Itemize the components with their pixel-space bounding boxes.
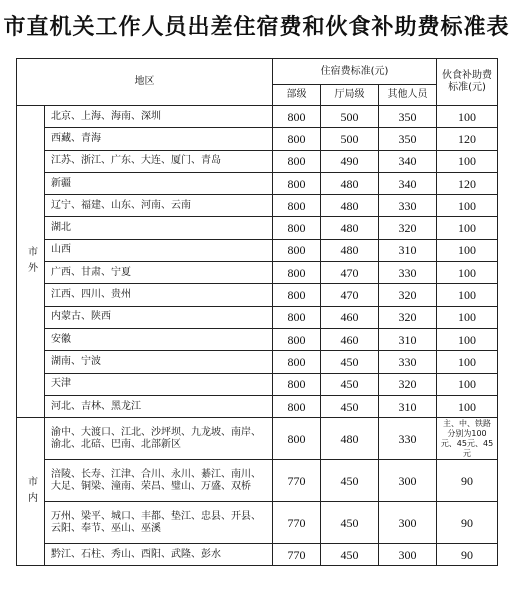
- bu-cell: 800: [273, 106, 321, 128]
- bu-cell: 800: [273, 395, 321, 417]
- header-meal: 伙食补助费标准(元): [437, 59, 498, 106]
- header-level-ting: 厅局级: [321, 85, 379, 106]
- region-cell: 黔江、石柱、秀山、酉阳、武隆、彭水: [45, 544, 273, 566]
- meal-cell: 100: [437, 328, 498, 350]
- header-row-1: [17, 59, 498, 85]
- bu-cell: 800: [273, 284, 321, 306]
- table-row: [17, 262, 498, 284]
- bu-cell: 800: [273, 217, 321, 239]
- region-cell: 涪陵、长寿、江津、合川、永川、綦江、南川、大足、铜梁、潼南、荣昌、璧山、万盛、双桥: [45, 460, 273, 502]
- region-cell: 万州、梁平、城口、丰都、垫江、忠县、开县、云阳、奉节、巫山、巫溪: [45, 502, 273, 544]
- bu-cell: 770: [273, 544, 321, 566]
- region-cell: 湖北: [45, 217, 273, 239]
- ting-cell: 480: [321, 239, 379, 261]
- ting-cell: 450: [321, 373, 379, 395]
- other-cell: 330: [379, 418, 437, 460]
- meal-cell: 100: [437, 239, 498, 261]
- header-level-bu: 部级: [273, 85, 321, 106]
- meal-cell: 90: [437, 502, 498, 544]
- bu-cell: 800: [273, 306, 321, 328]
- region-cell: 渝中、大渡口、江北、沙坪坝、九龙坡、南岸、渝北、北碚、巴南、北部新区: [45, 418, 273, 460]
- region-cell: 江苏、浙江、广东、大连、厦门、青岛: [45, 150, 273, 172]
- ting-cell: 450: [321, 351, 379, 373]
- meal-cell: 主、中、铁路分别为100元、45元、45元: [437, 418, 498, 460]
- group-label-inside: 市内: [17, 418, 45, 566]
- region-cell: 河北、吉林、黑龙江: [45, 395, 273, 417]
- other-cell: 300: [379, 502, 437, 544]
- header-level-other: 其他人员: [379, 85, 437, 106]
- region-cell: 天津: [45, 373, 273, 395]
- table-row: [17, 418, 498, 460]
- other-cell: 350: [379, 106, 437, 128]
- ting-cell: 450: [321, 502, 379, 544]
- bu-cell: 800: [273, 172, 321, 194]
- meal-cell: 90: [437, 544, 498, 566]
- bu-cell: 800: [273, 262, 321, 284]
- meal-cell: 100: [437, 306, 498, 328]
- ting-cell: 470: [321, 262, 379, 284]
- table-row: [17, 284, 498, 306]
- ting-cell: 500: [321, 128, 379, 150]
- other-cell: 320: [379, 306, 437, 328]
- table-row: [17, 373, 498, 395]
- table-row: [17, 460, 498, 502]
- other-cell: 330: [379, 195, 437, 217]
- other-cell: 350: [379, 128, 437, 150]
- meal-cell: 100: [437, 373, 498, 395]
- region-cell: 西藏、青海: [45, 128, 273, 150]
- header-region: 地区: [17, 59, 273, 106]
- ting-cell: 460: [321, 306, 379, 328]
- meal-cell: 100: [437, 395, 498, 417]
- bu-cell: 800: [273, 328, 321, 350]
- header-lodging: 住宿费标准(元): [273, 59, 437, 85]
- group-label-outside: 市外: [17, 106, 45, 418]
- ting-cell: 480: [321, 418, 379, 460]
- ting-cell: 460: [321, 328, 379, 350]
- other-cell: 330: [379, 351, 437, 373]
- other-cell: 300: [379, 544, 437, 566]
- meal-cell: 100: [437, 195, 498, 217]
- ting-cell: 450: [321, 544, 379, 566]
- table-row: [17, 172, 498, 194]
- table-row: [17, 150, 498, 172]
- meal-cell: 100: [437, 351, 498, 373]
- table-row: [17, 106, 498, 128]
- ting-cell: 450: [321, 395, 379, 417]
- meal-cell: 100: [437, 284, 498, 306]
- table-row: [17, 395, 498, 417]
- other-cell: 320: [379, 217, 437, 239]
- bu-cell: 800: [273, 418, 321, 460]
- region-cell: 辽宁、福建、山东、河南、云南: [45, 195, 273, 217]
- ting-cell: 470: [321, 284, 379, 306]
- meal-cell: 100: [437, 262, 498, 284]
- table-row: [17, 217, 498, 239]
- other-cell: 300: [379, 460, 437, 502]
- region-cell: 江西、四川、贵州: [45, 284, 273, 306]
- table-row: [17, 544, 498, 566]
- other-cell: 320: [379, 284, 437, 306]
- table-row: [17, 128, 498, 150]
- region-cell: 广西、甘肃、宁夏: [45, 262, 273, 284]
- ting-cell: 490: [321, 150, 379, 172]
- meal-cell: 100: [437, 217, 498, 239]
- meal-cell: 120: [437, 172, 498, 194]
- page-title: 市直机关工作人员出差住宿费和伙食补助费标准表: [3, 14, 510, 40]
- table-row: [17, 306, 498, 328]
- ting-cell: 500: [321, 106, 379, 128]
- bu-cell: 770: [273, 502, 321, 544]
- bu-cell: 770: [273, 460, 321, 502]
- table-row: [17, 351, 498, 373]
- region-cell: 安徽: [45, 328, 273, 350]
- ting-cell: 480: [321, 217, 379, 239]
- region-cell: 湖南、宁波: [45, 351, 273, 373]
- bu-cell: 800: [273, 150, 321, 172]
- table-row: [17, 239, 498, 261]
- meal-cell: 90: [437, 460, 498, 502]
- table-row: [17, 195, 498, 217]
- bu-cell: 800: [273, 239, 321, 261]
- other-cell: 310: [379, 239, 437, 261]
- region-cell: 北京、上海、海南、深圳: [45, 106, 273, 128]
- ting-cell: 480: [321, 172, 379, 194]
- other-cell: 340: [379, 172, 437, 194]
- region-cell: 山西: [45, 239, 273, 261]
- bu-cell: 800: [273, 195, 321, 217]
- region-cell: 内蒙古、陕西: [45, 306, 273, 328]
- ting-cell: 450: [321, 460, 379, 502]
- meal-cell: 100: [437, 106, 498, 128]
- table-row: [17, 328, 498, 350]
- meal-cell: 100: [437, 150, 498, 172]
- other-cell: 310: [379, 328, 437, 350]
- region-cell: 新疆: [45, 172, 273, 194]
- other-cell: 310: [379, 395, 437, 417]
- table-row: [17, 502, 498, 544]
- other-cell: 330: [379, 262, 437, 284]
- ting-cell: 480: [321, 195, 379, 217]
- bu-cell: 800: [273, 128, 321, 150]
- other-cell: 340: [379, 150, 437, 172]
- standards-table: [16, 58, 498, 566]
- meal-cell: 120: [437, 128, 498, 150]
- bu-cell: 800: [273, 373, 321, 395]
- bu-cell: 800: [273, 351, 321, 373]
- other-cell: 320: [379, 373, 437, 395]
